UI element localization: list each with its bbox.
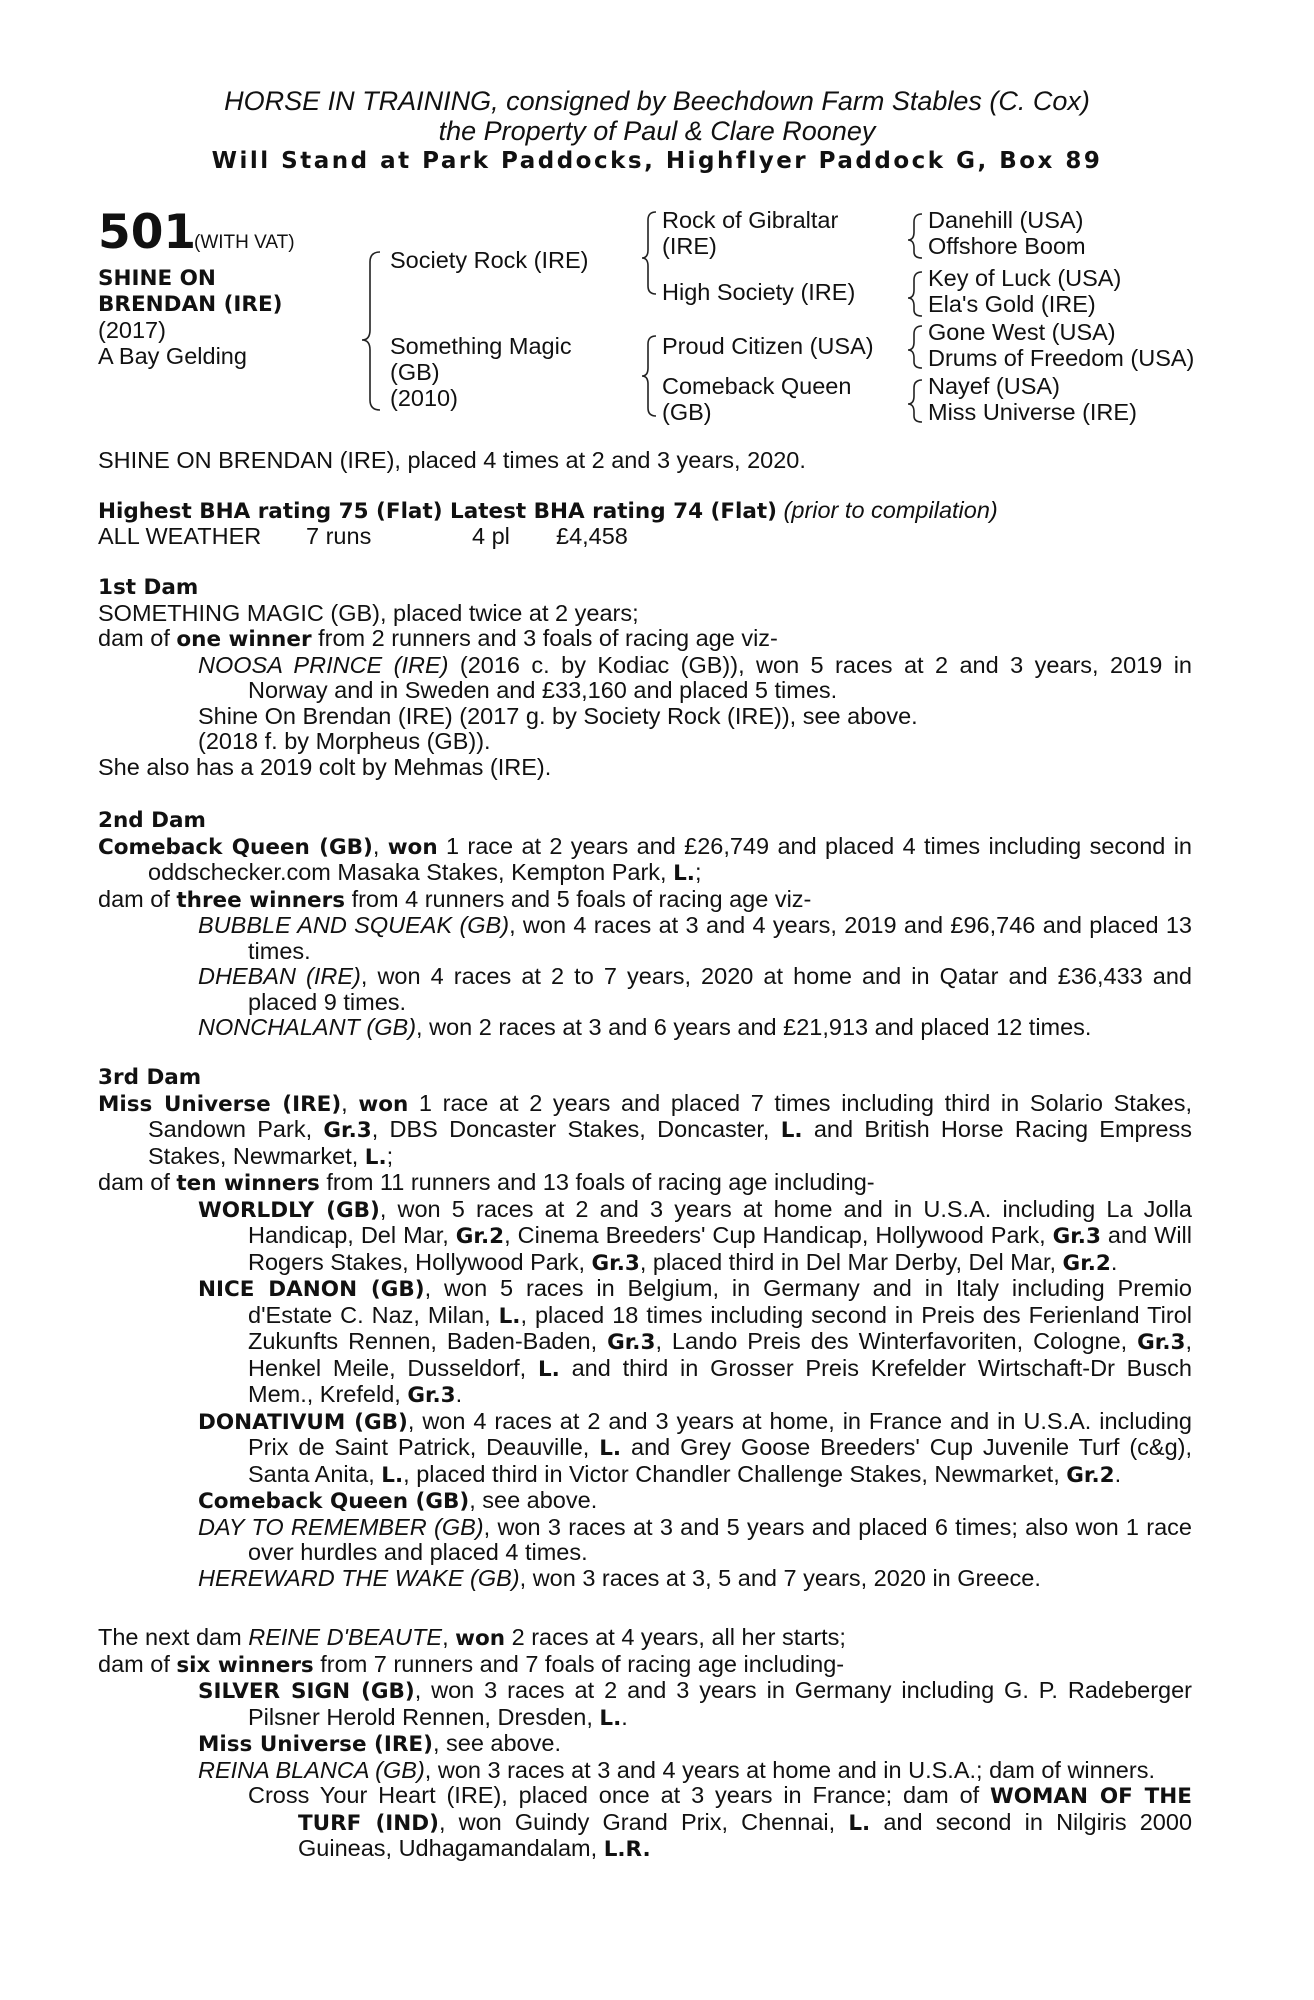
lot-vat: (WITH VAT) [194, 232, 295, 253]
pedigree-dam-sire: Proud Citizen (USA) [662, 333, 874, 359]
pedigree-sire: Society Rock (IRE) [390, 247, 589, 273]
text: dam of [98, 1650, 177, 1677]
rating-surface: ALL WEATHER [98, 523, 262, 549]
header-consignor: HORSE IN TRAINING, consigned by Beechdown Farm Stables (C. Cox) [224, 86, 1090, 116]
second-dam-produce-2 [98, 964, 1192, 1015]
text: , placed third in Del Mar Derby, Del Mar, [639, 1248, 1063, 1275]
pedigree-sire-sire-line1: Rock of Gibraltar [662, 207, 839, 233]
third-dam-section [98, 1065, 1192, 1591]
text-bold: ten winners [176, 1171, 320, 1196]
produce-name: Miss Universe (IRE) [198, 1732, 433, 1757]
third-dam-produce-worldly [98, 1197, 1192, 1277]
rating-highest: Highest BHA rating 75 (Flat) Latest BHA rating 74 (Flat) [98, 499, 778, 524]
won-label: won [387, 834, 438, 860]
third-dam-produce-hereward [98, 1566, 1192, 1592]
grade: Gr.3 [323, 1118, 372, 1143]
rating-placed: 4 pl [472, 523, 510, 549]
grade: Gr.3 [591, 1250, 640, 1276]
grade: L. [780, 1118, 803, 1143]
text: , Henkel Meile, Dusseldorf, [248, 1328, 1192, 1381]
text: , placed third in Victor Chandler Challenge Stakes, Newmarket, [403, 1460, 1067, 1487]
produce-name: WORLDLY (GB) [198, 1197, 380, 1223]
lot-number: 501 [98, 205, 197, 260]
text-bold: three winners [176, 887, 346, 913]
horse-name-line1: SHINE ON [98, 266, 216, 291]
text: , see above. [432, 1730, 561, 1756]
dam-name: Comeback Queen (GB) [98, 834, 373, 860]
produce-name: NOOSA PRINCE (IRE) [198, 651, 449, 678]
text-bold: one winner [176, 627, 312, 652]
third-dam-produce-donativum [98, 1409, 1192, 1489]
pedigree-sire-sire-line2: (IRE) [662, 233, 717, 259]
text: from 7 runners and 7 foals of racing age including- [313, 1650, 845, 1677]
produce-name: SILVER SIGN (GB) [198, 1679, 415, 1704]
horse-description: A Bay Gelding [98, 343, 247, 369]
horse-name-line2: BRENDAN (IRE) [98, 292, 283, 317]
grade: Gr.2 [1062, 1250, 1111, 1276]
first-dam-heading: 1st Dam [98, 575, 199, 600]
grade: L. [673, 861, 695, 886]
third-dam-produce-nice-danon [98, 1276, 1192, 1409]
produce-record: , won 4 races at 2 to 7 years, 2020 at home and in Qatar and £36,433 and placed 9 times. [248, 963, 1192, 1015]
first-dam-intro: SOMETHING MAGIC (GB), placed twice at 2 years; [98, 599, 639, 626]
pedigree-dam-line1: Something Magic [390, 333, 572, 359]
summary-line: SHINE ON BRENDAN (IRE), placed 4 times at 2 and 3 years, 2020. [98, 447, 806, 473]
grade: L. [537, 1356, 560, 1382]
grade: Gr.3 [607, 1330, 656, 1355]
text: , won 4 races at 2 and 3 years at home, in France and in U.S.A. including Prix de Saint Patrick, Deauville, [248, 1407, 1193, 1460]
rating-runs: 7 runs [306, 523, 372, 549]
first-dam-section [98, 575, 1192, 780]
produce-name: NONCHALANT (GB) [198, 1014, 417, 1040]
pedigree-dsd: Drums of Freedom (USA) [928, 345, 1195, 371]
text: from 11 runners and 13 foals of racing age including- [319, 1169, 875, 1195]
text: from 4 runners and 5 foals of racing age viz- [345, 885, 812, 912]
text: ; [386, 1142, 394, 1169]
grade: Gr.3 [407, 1383, 456, 1408]
text: , won Guindy Grand Prix, Chennai, [438, 1808, 849, 1835]
produce-name: NICE DANON (GB) [198, 1277, 425, 1302]
text: 1 race at 2 years and placed 7 times including third in Solario Stakes, Sandown Park, [148, 1089, 1193, 1142]
third-dam-heading: 3rd Dam [98, 1065, 202, 1090]
text: dam of [98, 1169, 177, 1195]
bracket-sire [642, 212, 656, 294]
text: The next dam [98, 1624, 249, 1650]
next-dam-produce-line [98, 1652, 1192, 1679]
first-dam-produce-2: Shine On Brendan (IRE) (2017 g. by Society Rock (IRE)), see above. [198, 702, 918, 729]
text: , won 3 races at 3 and 5 years and placed 6 times; also won 1 race over hurdles and placed 4 times. [248, 1513, 1192, 1565]
bracket-gen1 [362, 252, 380, 410]
second-dam-section [98, 808, 1192, 1041]
produce-name: DHEBAN (IRE) [198, 963, 361, 989]
text: , won 3 races at 2 and 3 years in Germany including G. P. Radeberger Pilsner Herold Rennen, Dresden, [248, 1677, 1192, 1730]
text: and Grey Goose Breeders' Cup Juvenile Turf (c&g), Santa Anita, [248, 1434, 1192, 1487]
bracket-dam [642, 336, 656, 416]
text: , won 3 races at 3, 5 and 7 years, 2020 in Greece. [519, 1564, 1041, 1591]
pedigree-dam-dam-line1: Comeback Queen [662, 373, 852, 399]
produce-name: BUBBLE AND SQUEAK (GB) [198, 912, 510, 938]
pedigree-dam-line2: (GB) [390, 359, 440, 385]
text: and Will Rogers Stakes, Hollywood Park, [248, 1222, 1192, 1275]
text-bold: six winners [176, 1652, 314, 1678]
text: , [442, 1624, 456, 1650]
third-dam-produce-line [98, 1170, 1192, 1197]
pedigree-sds: Key of Luck (USA) [928, 265, 1122, 291]
bracket-ds [908, 326, 922, 368]
won-label: won [455, 1626, 506, 1651]
pedigree-dds: Nayef (USA) [928, 373, 1060, 399]
second-dam-produce-line [98, 887, 1192, 914]
third-dam-record: Miss Universe (IRE), won 1 race at 2 years and placed 7 times including third in Solario Stakes, Sandown Park, Gr.3, DBS Doncaster Stakes, Doncaster, L. and British Horse Racing Empress Stakes, Newmarket, L.; [98, 1089, 1193, 1170]
text: Cross Your Heart (IRE), placed once at 3 years in France; dam of [248, 1782, 991, 1808]
text: , DBS Doncaster Stakes, Doncaster, [371, 1116, 781, 1142]
bracket-ss [908, 214, 922, 258]
text: , placed 18 times including second in Preis des Ferienland Tirol Zukunfts Rennen, Baden-Baden, [248, 1301, 1192, 1354]
produce-name: REINA BLANCA (GB) [198, 1756, 425, 1783]
next-dam-section [98, 1625, 1192, 1863]
produce-record: , won 4 races at 3 and 4 years, 2019 and £96,746 and placed 13 times. [248, 912, 1192, 964]
first-dam-produce-3: (2018 f. by Morpheus (GB)). [198, 728, 491, 754]
grade: L. [848, 1810, 871, 1836]
dam-name: Miss Universe (IRE) [98, 1091, 342, 1117]
text: , won 5 races at 2 and 3 years at home and in U.S.A. including La Jolla Handicap, Del Mar, [248, 1195, 1193, 1248]
text: from 2 runners and 3 foals of racing age viz- [311, 625, 778, 651]
second-dam-record: Comeback Queen (GB), won 1 race at 2 years and £26,749 and placed 4 times including second in oddschecker.com Masaka Stakes, Kempton Park, L.; [98, 832, 1192, 886]
produce-record: , won 2 races at 3 and 6 years and £21,913 and placed 12 times. [416, 1014, 1092, 1040]
text: , Lando Preis des Winterfavoriten, Cologne, [655, 1328, 1138, 1354]
second-dam-heading: 2nd Dam [98, 808, 206, 833]
grade: Gr.3 [1052, 1224, 1101, 1249]
next-dam-produce-miss-universe [98, 1731, 1192, 1758]
produce-name: HEREWARD THE WAKE (GB) [198, 1564, 520, 1591]
text: ; [694, 859, 702, 885]
pedigree-ddd: Miss Universe (IRE) [928, 399, 1137, 425]
text: 1 race at 2 years and £26,749 and placed 4 times including second in oddschecker.com Masaka Stakes, Kempton Park, [148, 832, 1192, 885]
grade: L. [599, 1436, 622, 1461]
next-dam-intro [98, 1625, 1192, 1652]
rating-line [98, 498, 998, 525]
pedigree-dss: Gone West (USA) [928, 319, 1116, 345]
text: dam of [98, 885, 177, 912]
text: and third in Grosser Preis Krefelder Wirtschaft-Dr Busch Mem., Krefeld, [248, 1354, 1192, 1407]
text: . [1114, 1460, 1122, 1487]
rating-note: (prior to compilation) [783, 497, 998, 523]
grade: L. [381, 1462, 404, 1488]
grade: L. [599, 1705, 622, 1731]
produce-record: (2016 c. by Kodiac (GB)), won 5 races at 2 and 3 years, 2019 in Norway and in Sweden and £33,160 and placed 5 times. [248, 651, 1192, 703]
grade: L.R. [603, 1837, 651, 1862]
next-dam-produce-reina-blanca [98, 1758, 1192, 1784]
header-location: Will Stand at Park Paddocks, Highflyer Paddock G, Box 89 [211, 148, 1103, 174]
grade: Gr.2 [1066, 1462, 1115, 1488]
third-dam-produce-comeback-queen [98, 1488, 1192, 1515]
first-dam-produce-line [98, 626, 1192, 653]
second-dam-produce-3 [98, 1015, 1192, 1041]
pedigree-dam-dam-line2: (GB) [662, 399, 712, 425]
dam-name: REINE D'BEAUTE [248, 1624, 443, 1650]
text: . [455, 1381, 463, 1407]
text: , see above. [469, 1487, 598, 1513]
grade: L. [498, 1303, 521, 1329]
text: dam of [98, 625, 177, 651]
rating-prize: £4,458 [556, 523, 628, 549]
pedigree-sdd: Ela's Gold (IRE) [928, 291, 1096, 317]
third-dam-produce-day-to-remember [98, 1515, 1192, 1566]
produce-name: Comeback Queen (GB) [198, 1489, 470, 1514]
text: , won 5 races in Belgium, in Germany and in Italy including Premio d'Estate C. Naz, Milan, [248, 1275, 1192, 1328]
text: . [1110, 1248, 1118, 1275]
bracket-sd [908, 272, 922, 316]
won-label: won [358, 1091, 409, 1117]
next-dam-produce-silver-sign [98, 1678, 1192, 1731]
pedigree-dam-line3: (2010) [390, 385, 458, 411]
text: and second in Nilgiris 2000 Guineas, Udhagamandalam, [298, 1808, 1193, 1861]
header-property: the Property of Paul & Clare Rooney [438, 116, 876, 146]
grade: Gr.3 [1137, 1330, 1186, 1355]
produce-name: DAY TO REMEMBER (GB) [198, 1513, 484, 1540]
grade: Gr.2 [455, 1224, 505, 1249]
bracket-dd [908, 380, 922, 422]
pedigree-sire-dam: High Society (IRE) [662, 279, 856, 305]
pedigree-sss: Danehill (USA) [928, 207, 1084, 233]
text: , Cinema Breeders' Cup Handicap, Hollywood Park, [504, 1222, 1053, 1248]
next-dam-grand-produce-cross-your-heart [98, 1783, 1192, 1863]
text: and British Horse Racing Empress Stakes, Newmarket, [148, 1116, 1192, 1169]
grade: L. [364, 1144, 387, 1170]
text: , won 3 races at 3 and 4 years at home and in U.S.A.; dam of winners. [424, 1756, 1155, 1783]
horse-year: (2017) [98, 317, 166, 343]
first-dam-colt: She also has a 2019 colt by Mehmas (IRE). [98, 753, 552, 780]
second-dam-produce-1 [98, 913, 1192, 964]
produce-name: WOMAN OF THE TURF (IND) [298, 1784, 1192, 1836]
text: . [621, 1703, 628, 1730]
produce-name: DONATIVUM (GB) [198, 1409, 408, 1435]
pedigree-ssd: Offshore Boom [928, 233, 1086, 259]
text: 2 races at 4 years, all her starts; [505, 1624, 846, 1650]
first-dam-produce-1 [98, 653, 1192, 704]
